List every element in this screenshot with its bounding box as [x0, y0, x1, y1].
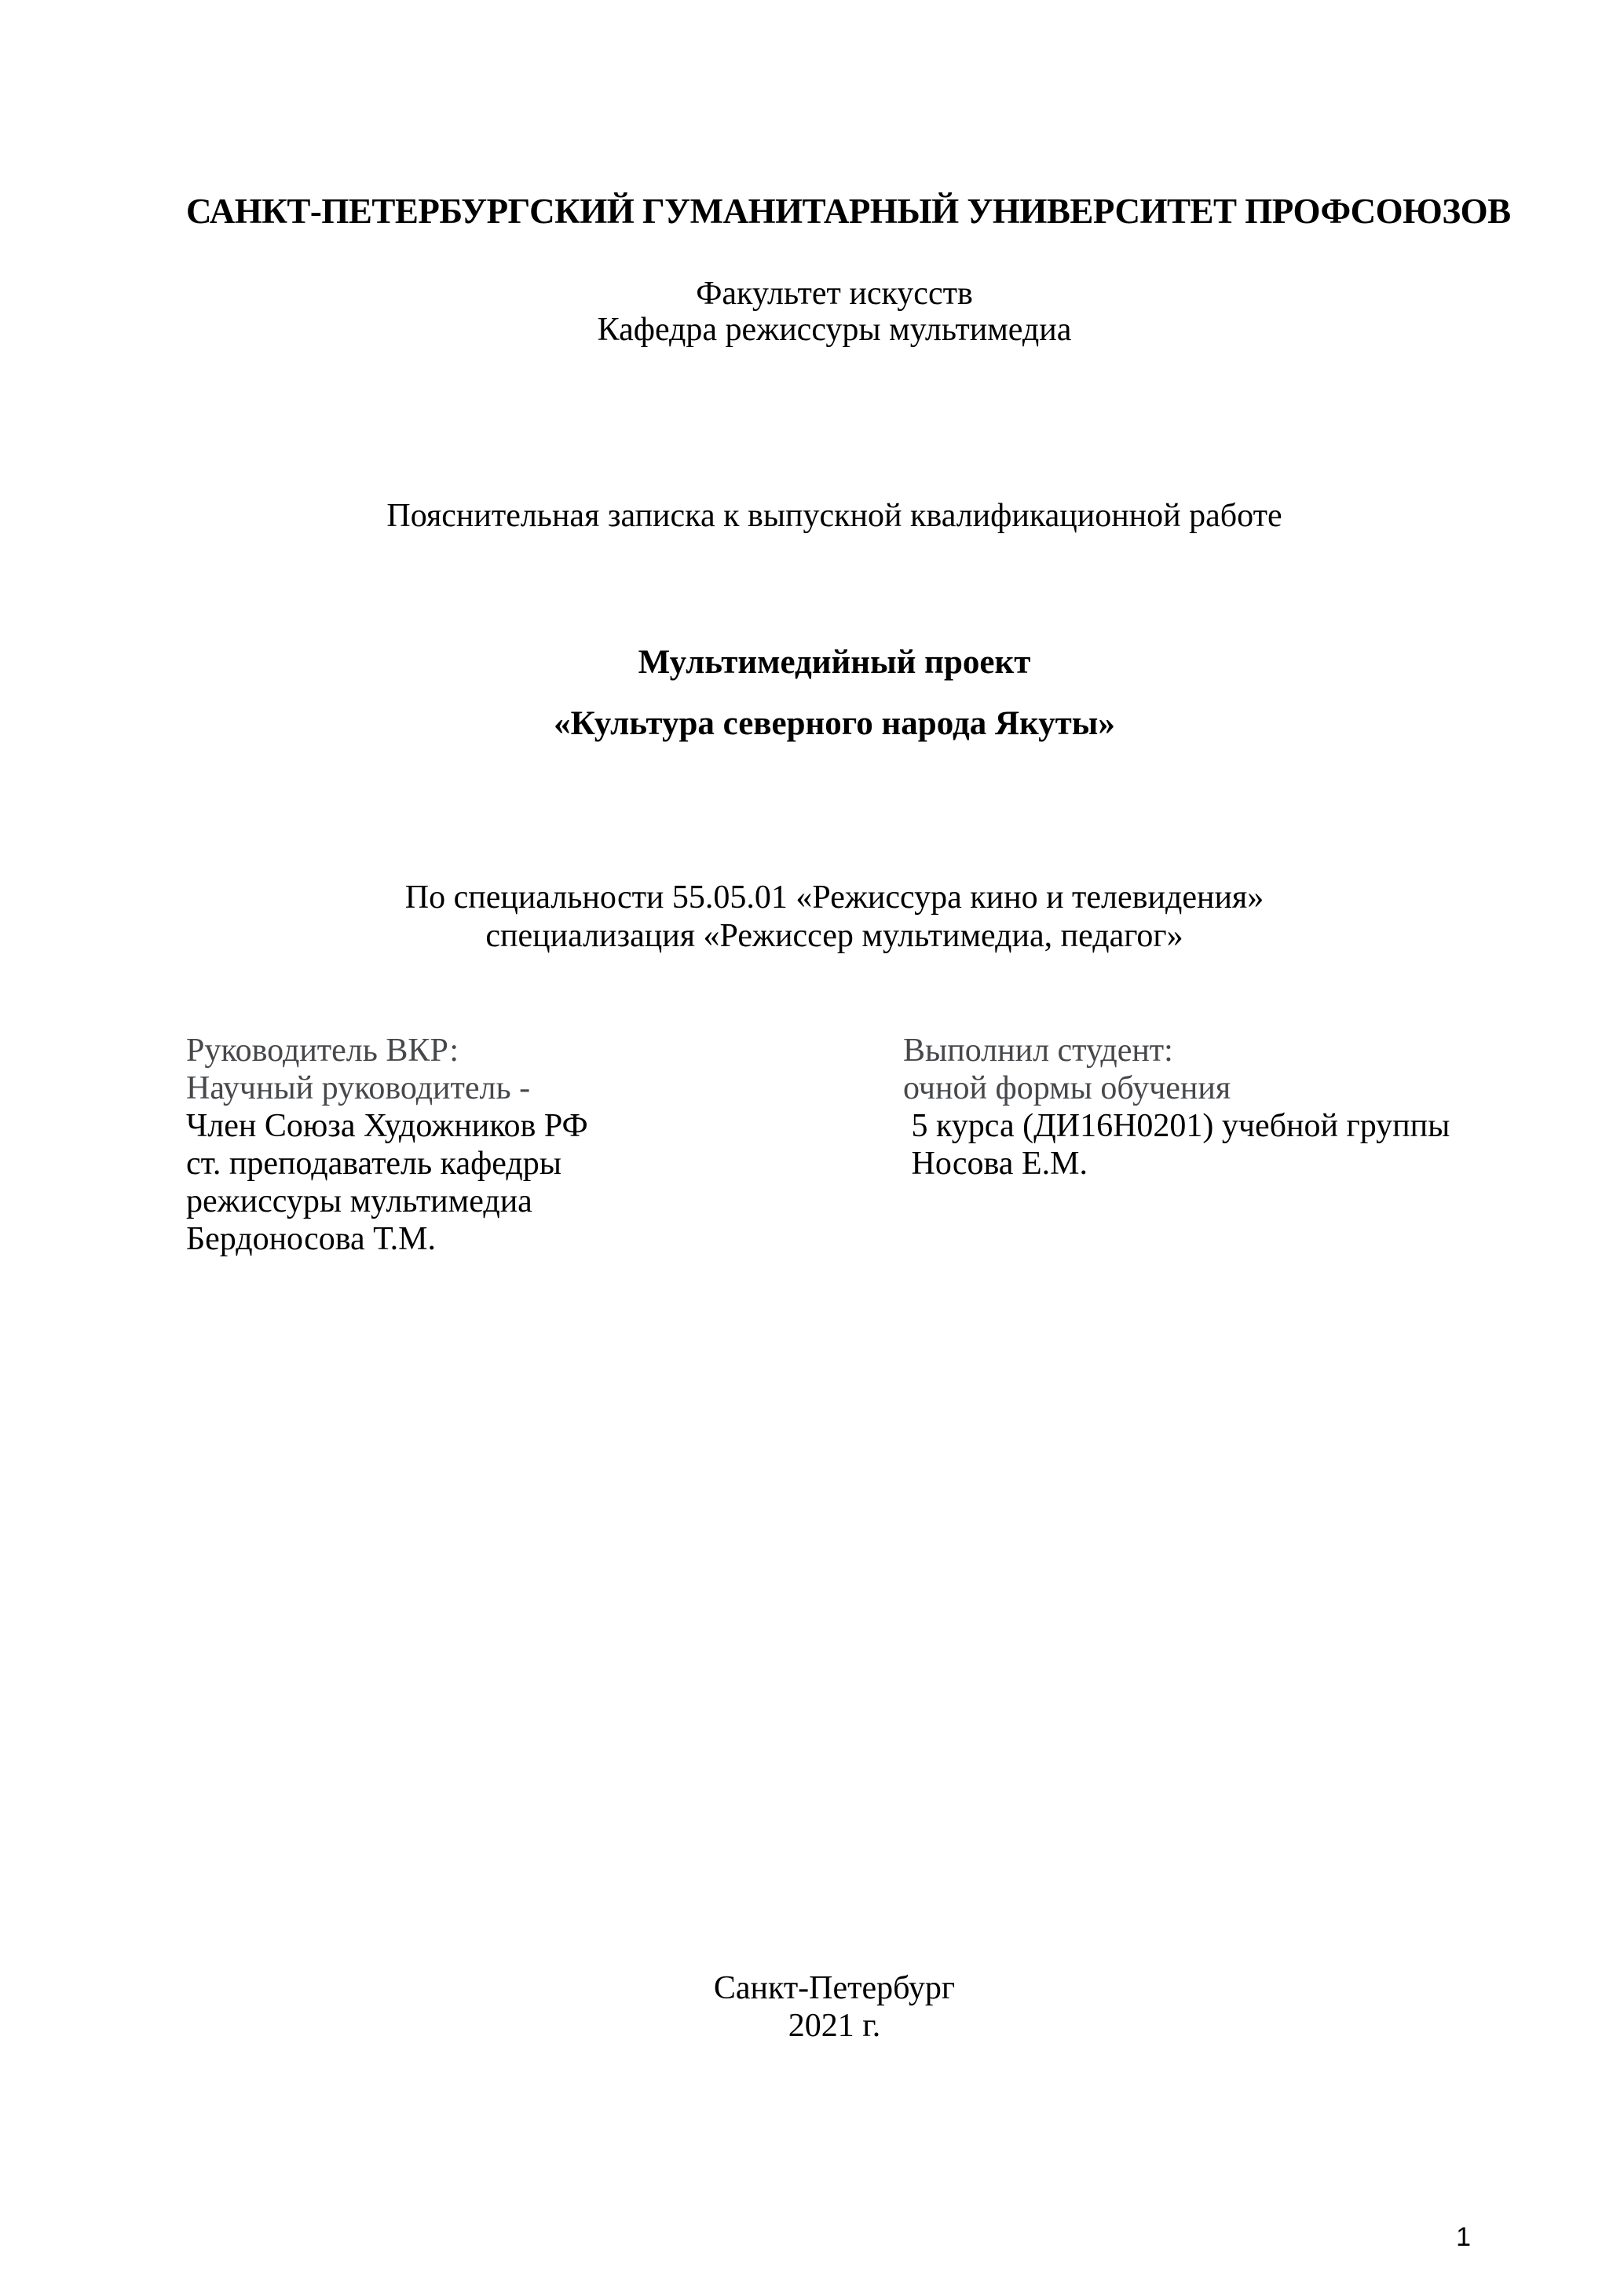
specialization-line: специализация «Режиссер мультимедиа, педагог»	[485, 918, 1183, 954]
supervisor-block	[186, 1032, 588, 1258]
supervisor-line: Член Союза Художников РФ	[186, 1108, 588, 1144]
supervisor-line: режиссуры мультимедиа	[186, 1183, 532, 1219]
footer-block	[186, 1969, 1483, 2045]
project-title: «Культура северного народа Якуты»	[554, 705, 1115, 742]
specialty-block	[186, 879, 1483, 956]
supervisor-line: Бердоносова Т.М.	[186, 1221, 436, 1257]
student-line: 5 курса (ДИ16Н0201) учебной группы	[903, 1108, 1450, 1144]
department-name: Кафедра режиссуры мультимедиа	[597, 312, 1072, 348]
project-kind: Мультимедийный проект	[638, 644, 1031, 681]
student-line: Выполнил студент:	[903, 1033, 1173, 1069]
university-name: САНКТ-ПЕТЕРБУРГСКИЙ ГУМАНИТАРНЫЙ УНИВЕРСИТЕТ ПРОФСОЮЗОВ	[186, 192, 1511, 231]
supervisor-line: ст. преподаватель кафедры	[186, 1146, 561, 1182]
specialty-line: По специальности 55.05.01 «Режиссура кино и телевидения»	[404, 879, 1264, 916]
student-line: Носова Е.М.	[903, 1146, 1088, 1182]
student-line: очной формы обучения	[903, 1070, 1231, 1106]
page-number: 1	[1456, 2222, 1471, 2252]
student-block	[903, 1032, 1450, 1183]
faculty-department-block	[186, 276, 1483, 348]
year: 2021 г.	[788, 2008, 881, 2044]
document-type: Пояснительная записка к выпускной квалификационной работе	[386, 498, 1282, 534]
city: Санкт-Петербург	[713, 1970, 956, 2006]
supervisor-line: Руководитель ВКР:	[186, 1033, 459, 1069]
supervisor-line: Научный руководитель -	[186, 1070, 531, 1106]
faculty-name: Факультет искусств	[696, 276, 973, 312]
